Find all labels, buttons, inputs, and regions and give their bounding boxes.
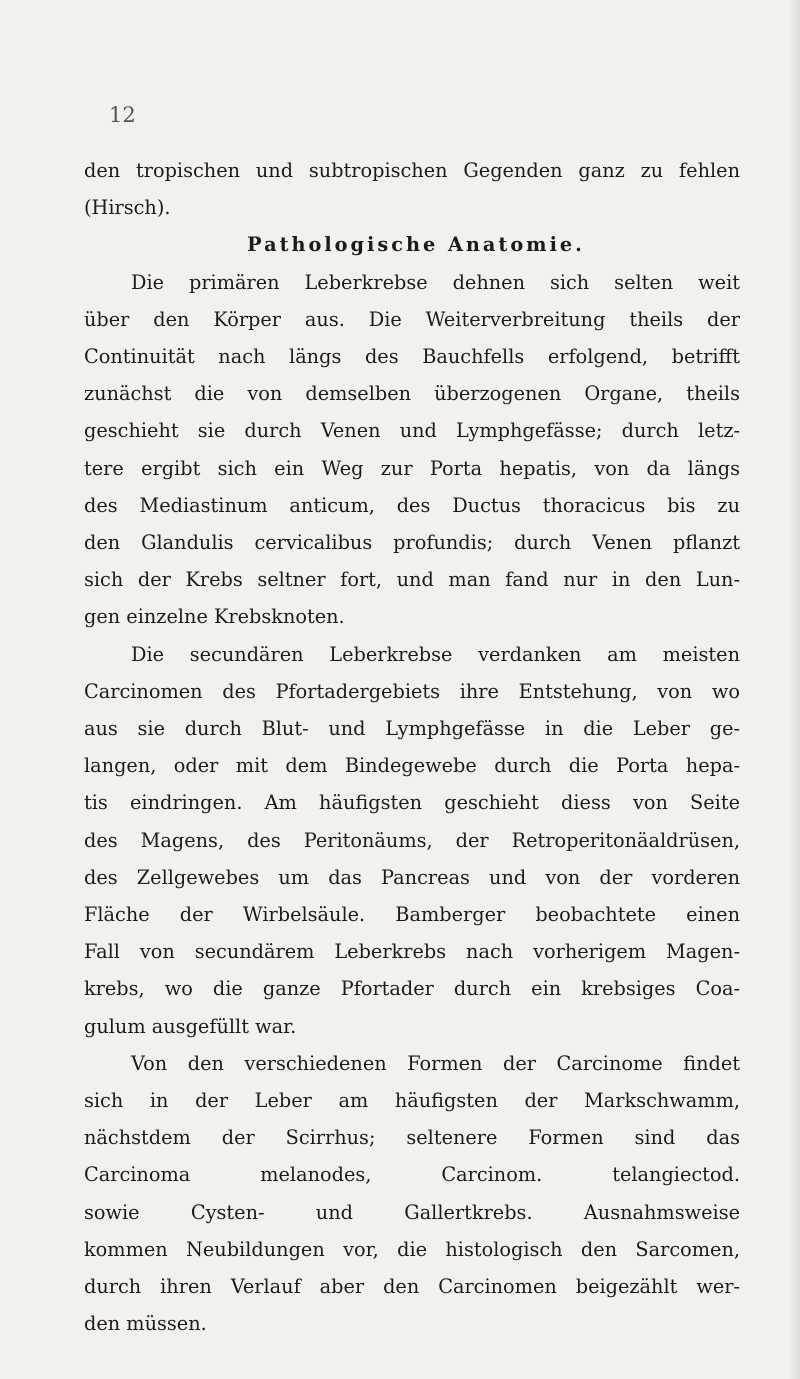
text-line: des Zellgewebes um das Pancreas und von der vorderen [84, 865, 740, 889]
text-line: sowie Cysten- und Gallertkrebs. Ausnahmsweise [84, 1200, 740, 1224]
text-line: Continuität nach längs des Bauchfells erfolgend, betrifft [84, 345, 740, 369]
text-line: Fläche der Wirbelsäule. Bamberger beobachtete einen [84, 903, 740, 927]
text-line: Von den verschiedenen Formen der Carcinome findet [131, 1051, 740, 1075]
text-line: sich der Krebs seltner fort, und man fand nur in den Lun- [84, 568, 740, 592]
text-line: gulum ausgefüllt war. [84, 1014, 297, 1038]
text-line: den müssen. [84, 1312, 207, 1336]
text-line: über den Körper aus. Die Weiterverbreitung theils der [84, 307, 740, 331]
text-line: gen einzelne Krebsknoten. [84, 605, 345, 629]
text-line: Die primären Leberkrebse dehnen sich selten weit [131, 270, 740, 294]
text-line: geschieht sie durch Venen und Lymphgefässe; durch letz- [84, 419, 740, 443]
text-line: aus sie durch Blut- und Lymphgefässe in die Leber ge- [84, 717, 740, 741]
text-line: Die secundären Leberkrebse verdanken am meisten [131, 642, 740, 666]
text-line: langen, oder mit dem Bindegewebe durch die Porta hepa- [84, 754, 740, 778]
page-number: 12 [109, 103, 136, 127]
text-line: Carcinoma melanodes, Carcinom. telangiectod. [84, 1163, 740, 1187]
text-line: des Magens, des Peritonäums, der Retroperitonäaldrüsen, [84, 828, 740, 852]
text-line: des Mediastinum anticum, des Ductus thoracicus bis zu [84, 493, 740, 517]
text-line: Carcinomen des Pfortadergebiets ihre Entstehung, von wo [84, 679, 740, 703]
text-line: sich in der Leber am häufigsten der Markschwamm, [84, 1089, 740, 1113]
text-line: krebs, wo die ganze Pfortader durch ein krebsiges Coa- [84, 977, 740, 1001]
text-line: (Hirsch). [84, 196, 171, 220]
text-line: tere ergibt sich ein Weg zur Porta hepatis, von da längs [84, 456, 740, 480]
text-line: tis eindringen. Am häufigsten geschieht diess von Seite [84, 791, 740, 815]
text-line: den Glandulis cervicalibus profundis; durch Venen pflanzt [84, 531, 740, 555]
page-edge-shadow [788, 0, 800, 1379]
body-text [84, 152, 740, 1343]
text-line: durch ihren Verlauf aber den Carcinomen beigezählt wer- [84, 1275, 740, 1299]
section-heading: Pathologische Anatomie. [247, 233, 585, 257]
text-line: zunächst die von demselben überzogenen Organe, theils [84, 382, 740, 406]
text-line: den tropischen und subtropischen Gegenden ganz zu fehlen [84, 159, 740, 182]
text-line: nächstdem der Scirrhus; seltenere Formen sind das [84, 1126, 740, 1150]
text-line: Fall von secundärem Leberkrebs nach vorherigem Magen- [84, 940, 740, 964]
text-line: kommen Neubildungen vor, die histologisch den Sarcomen, [84, 1237, 740, 1261]
